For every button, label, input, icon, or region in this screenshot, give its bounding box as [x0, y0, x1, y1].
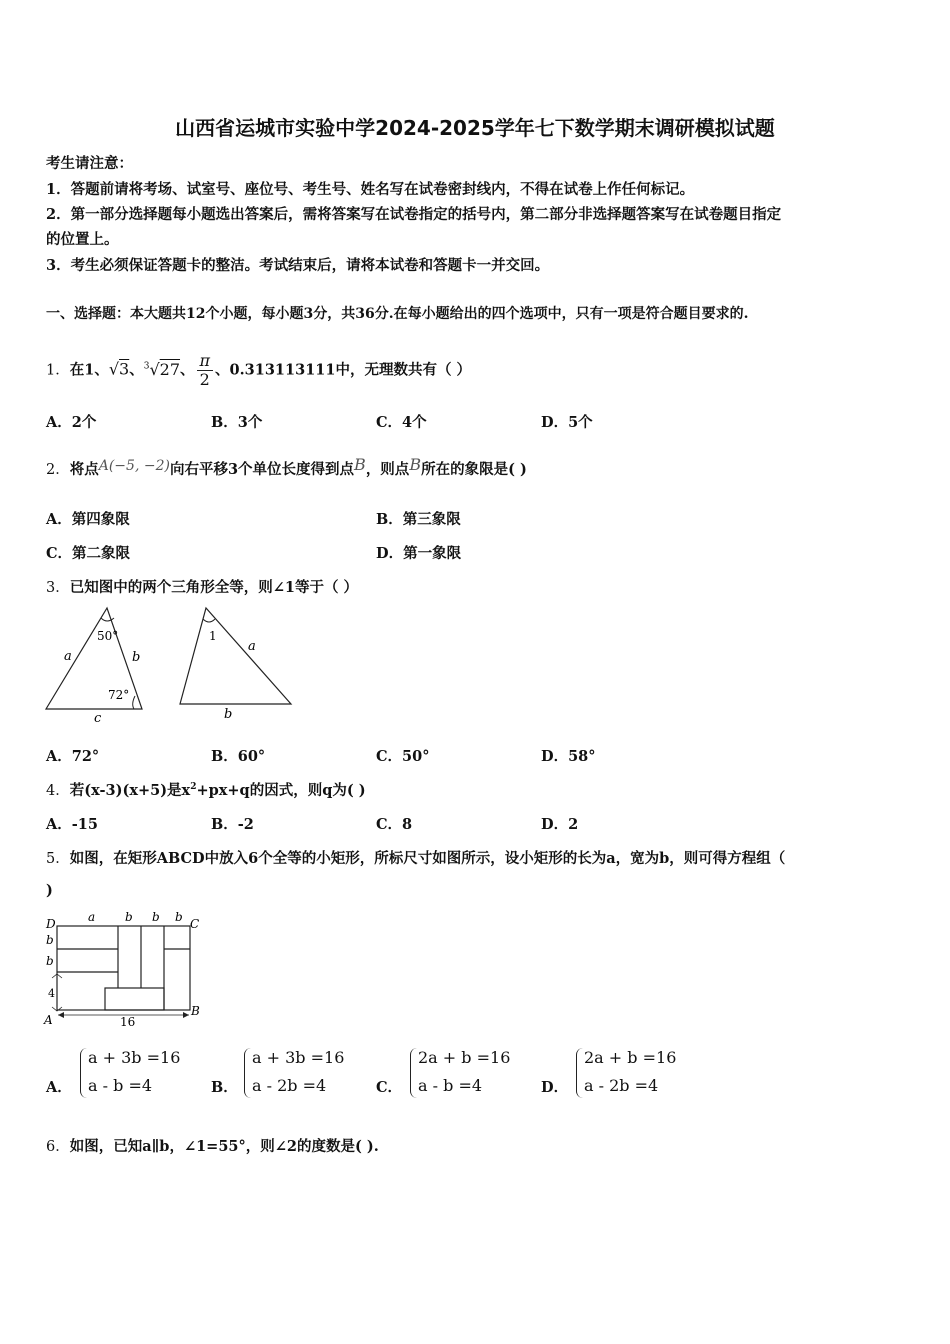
label-16: 16 [120, 1015, 136, 1029]
q5-option-c[interactable]: C． [376, 1079, 403, 1096]
question-5-cont: ) [46, 882, 53, 899]
question-number: 2． [46, 462, 70, 478]
q4-option-c[interactable]: C．8 [376, 816, 413, 833]
question-2: 2．将点A(−5, −2)向右平移3个单位长度得到点B，则点B所在的象限是( ) [46, 455, 527, 478]
q5-option-d[interactable]: D． [541, 1079, 569, 1096]
side-label-a: a [64, 649, 72, 664]
q3-option-b[interactable]: B．60° [211, 748, 266, 765]
side-label-b: b [224, 707, 233, 722]
left-brace [244, 1048, 251, 1098]
question-number: 4． [46, 783, 70, 799]
q2-option-d[interactable]: D．第一象限 [376, 545, 462, 562]
outer-rectangle [57, 926, 190, 1010]
point-b: B [409, 455, 422, 474]
label-b: b [46, 933, 54, 947]
sqrt-3: √3 [108, 359, 130, 379]
notice-item-1: 1．答题前请将考场、试室号、座位号、考生号、姓名写在试卷密封线内，不得在试卷上作任何标记。 [46, 181, 695, 198]
triangle-right [180, 608, 291, 722]
label-b: b [125, 910, 133, 924]
notice-item-2: 2．第一部分选择题每小题选出答案后，需将答案写在试卷指定的括号内，第二部分非选择题答案写在试卷题目指定 [46, 206, 782, 223]
congruent-triangles-figure [40, 600, 310, 728]
q1-pre: 在1、 [69, 361, 109, 379]
question-number: 6． [46, 1139, 70, 1155]
question-5: 5．如图，在矩形ABCD中放入6个全等的小矩形，所标尺寸如图所示，设小矩形的长为a，宽为b，则可得方程组（ [46, 850, 786, 867]
vertex-c: C [190, 917, 200, 931]
q2-option-a[interactable]: A．第四象限 [46, 511, 130, 528]
notice-item-2-cont: 的位置上。 [46, 231, 119, 248]
q3-option-a[interactable]: A．72° [46, 748, 100, 765]
label-a: a [88, 910, 96, 924]
side-label-b: b [132, 650, 141, 665]
side-label-a: a [248, 639, 256, 654]
point-b: B [354, 455, 366, 474]
label-4: 4 [48, 987, 55, 1000]
question-number: 1． [46, 362, 70, 379]
angle-arc [101, 618, 114, 621]
left-brace [80, 1048, 87, 1098]
q2-option-c[interactable]: C．第二象限 [46, 545, 131, 562]
left-brace [410, 1048, 417, 1098]
section-heading: 一、选择题：本大题共12个小题，每小题3分，共36分.在每小题给出的四个选项中，只有一项是符合题目要求的. [46, 306, 749, 322]
triangle-left [46, 608, 142, 726]
question-number: 3． [46, 580, 70, 596]
label-b: b [152, 910, 160, 924]
q2-option-b[interactable]: B．第三象限 [376, 511, 461, 528]
q3-option-d[interactable]: D．58° [541, 748, 596, 765]
angle-arc [203, 619, 215, 622]
q4-option-a[interactable]: A．-15 [46, 816, 98, 833]
notice-heading: 考生请注意： [46, 155, 133, 172]
label-b: b [46, 954, 54, 968]
q1-option-a[interactable]: A．2个 [46, 414, 97, 431]
question-6: 6．如图，已知a∥b，∠1=55°，则∠2的度数是( ). [46, 1138, 379, 1155]
side-label-c: c [94, 711, 102, 726]
q1-post: 、0.313113111中，无理数共有（ ） [215, 361, 472, 379]
vertex-d: D [46, 917, 56, 931]
vertex-b: B [191, 1004, 200, 1018]
question-3: 3．已知图中的两个三角形全等，则∠1等于（ ） [46, 579, 359, 596]
q5-option-b[interactable]: B． [211, 1079, 238, 1096]
angle-arc [133, 696, 135, 709]
q1-option-b[interactable]: B．3个 [211, 414, 263, 431]
notice-item-3: 3．考生必须保证答题卡的整洁。考试结束后，请将本试卷和答题卡一并交回。 [46, 257, 550, 274]
angle-label-50: 50° [97, 629, 119, 643]
angle-label-72: 72° [108, 688, 130, 702]
q3-option-c[interactable]: C．50° [376, 748, 430, 765]
point-a: A(−5, −2) [98, 458, 170, 474]
q1-option-c[interactable]: C．4个 [376, 414, 427, 431]
q4-option-d[interactable]: D．2 [541, 816, 579, 833]
vertex-a: A [44, 1013, 53, 1027]
rectangle-abcd-figure [40, 908, 210, 1033]
question-4: 4．若(x-3)(x+5)是$x^2+px+q$的因式，则q为( ) [46, 782, 366, 799]
q4-option-b[interactable]: B．-2 [211, 816, 254, 833]
q1-option-d[interactable]: D．5个 [541, 414, 593, 431]
cube-root-27: $^3$√27 [143, 359, 181, 379]
question-1: 1．在1、√3、$^3$√27、 $\frac{\pi}{2}$ 、0.313113111中，无理数共有（ ） [46, 351, 472, 389]
left-brace [576, 1048, 583, 1098]
page-title: 山西省运城市实验中学2024-2025学年七下数学期末调研模拟试题 [175, 116, 775, 140]
angle-label-1: 1 [209, 629, 217, 643]
label-b: b [175, 910, 183, 924]
question-number: 5． [46, 851, 70, 867]
pi-over-2: $\frac{\pi}{2}$ [197, 352, 214, 389]
q5-option-a[interactable]: A． [46, 1079, 72, 1096]
